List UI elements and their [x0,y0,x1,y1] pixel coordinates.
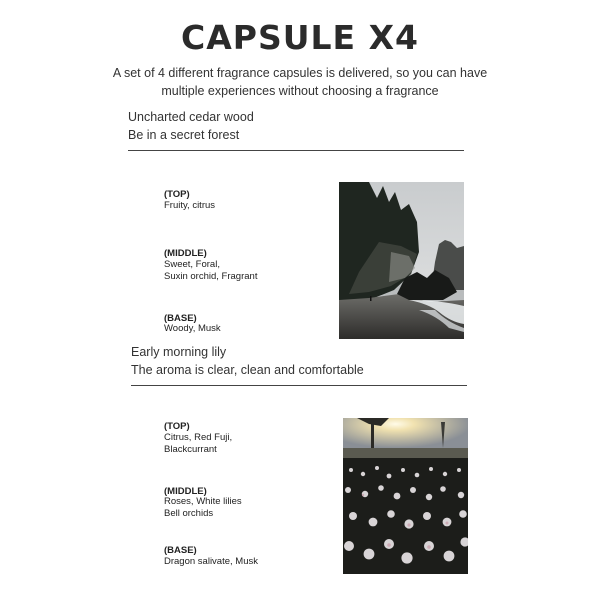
scent-1-divider [128,150,464,151]
scent-2-base-notes: Dragon salivate, Musk [164,556,258,567]
scent-1-description: Be in a secret forest [128,128,240,142]
scent-2-description: The aroma is clear, clean and comfortable [131,363,364,377]
scent-1-top-label: (TOP) [164,189,190,200]
scent-2-base-label: (BASE) [164,545,197,556]
coastal-forest-photo [339,182,464,339]
page-title: CAPSULE X4 [181,18,419,57]
scent-2-name: Early morning lily [131,345,227,359]
scent-2-divider [131,385,467,386]
scent-2-top-notes: Citrus, Red Fuji, Blackcurrant [164,432,233,455]
scent-2-middle-notes: Roses, White lilies Bell orchids [164,496,242,519]
page-subtitle: A set of 4 different fragrance capsules is delivered, so you can have multiple experiences without choosing a fragrance [112,66,488,98]
scent-2-top-label: (TOP) [164,421,190,432]
scent-1-name: Uncharted cedar wood [128,110,254,124]
scent-1-middle-notes: Sweet, Foral, Suxin orchid, Fragrant [164,259,258,282]
scent-1-top-notes: Fruity, citrus [164,200,216,211]
scent-1-base-label: (BASE) [164,313,197,324]
scent-2-middle-label: (MIDDLE) [164,486,207,497]
scent-1-middle-label: (MIDDLE) [164,248,207,259]
scent-1-base-notes: Woody, Musk [164,323,221,334]
lily-field-sunrise-photo [343,418,468,574]
